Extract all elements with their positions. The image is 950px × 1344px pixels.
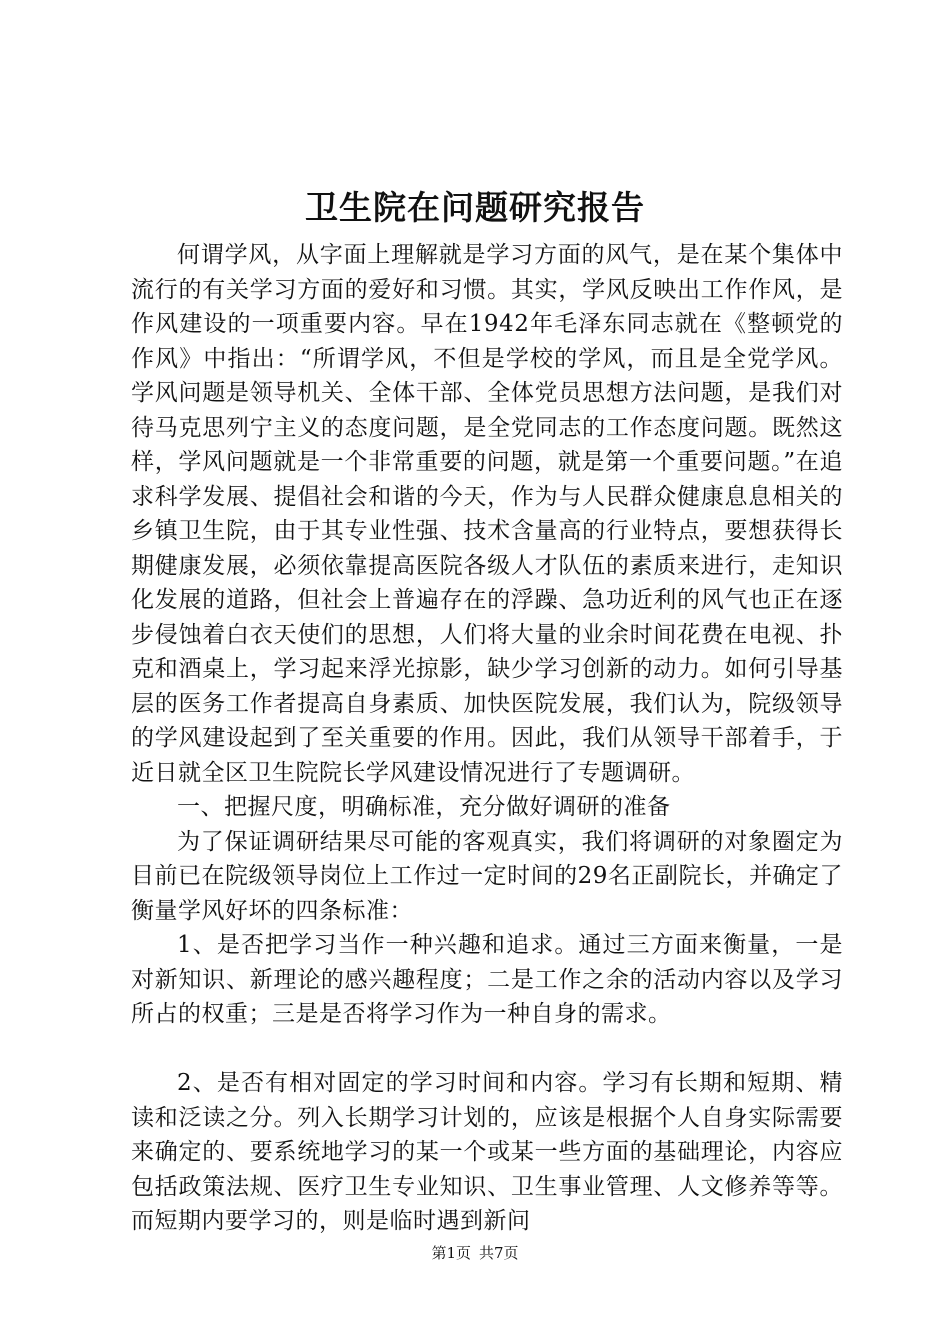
page-number: 第1页 — [431, 1244, 471, 1262]
paragraph-criterion-2: 2、是否有相对固定的学习时间和内容。学习有长期和短期、精读和泛读之分。列入长期学习计划的，应该是根据个人自身实际需要来确定的、要系统地学习的某一个或某一些方面的基础理论，内容应包括政策法规、医疗卫生专业知识、卫生事业管理、人文修养等等。而短期内要学习的，则是临时遇到新问 — [131, 1070, 843, 1234]
document-body — [131, 238, 843, 1239]
section-heading: 一、把握尺度，明确标准，充分做好调研的准备 — [177, 794, 671, 820]
page-total: 共7页 — [479, 1244, 519, 1262]
page-footer — [0, 1243, 950, 1263]
paragraph-preparation: 为了保证调研结果尽可能的客观真实，我们将调研的对象圈定为目前已在院级领导岗位上工作过一定时间的29名正副院长，并确定了衡量学风好坏的四条标准： — [131, 828, 843, 924]
page-title: 卫生院在问题研究报告 — [305, 188, 645, 227]
paragraph-criterion-1: 1、是否把学习当作一种兴趣和追求。通过三方面来衡量，一是对新知识、新理论的感兴趣程度；二是工作之余的活动内容以及学习所占的权重；三是是否将学习作为一种自身的需求。 — [131, 932, 843, 1027]
paragraph-intro: 何谓学风，从字面上理解就是学习方面的风气，是在某个集体中流行的有关学习方面的爱好和习惯。其实，学风反映出工作作风，是作风建设的一项重要内容。早在1942年毛泽东同志就在《整顿党的作风》中指出：“所谓学风，不但是学校的学风，而且是全党学风。学风问题是领导机关、全体干部、全体党员思想方法问题，是我们对待马克思列宁主义的态度问题，是全党同志的工作态度问题。既然这样，学风问题就是一个非常重要的问题，就是第一个重要问题。”在追求科学发展、提倡社会和谐的今天，作为与人民群众健康息息相关的乡镇卫生院，由于其专业性强、技术含量高的行业特点，要想获得长期健康发展，必须依靠提高医院各级人才队伍的素质来进行，走知识化发展的道路，但社会上普遍存在的浮躁、急功近利的风气也正在逐步侵蚀着白衣天使们的思想，人们将大量的业余时间花费在电视、扑克和酒桌上，学习起来浮光掠影，缺少学习创新的动力。如何引导基层的医务工作者提高自身素质、加快医院发展，我们认为，院级领导的学风建设起到了至关重要的作用。因此，我们从领导干部着手，于近日就全区卫生院院长学风建设情况进行了专题调研。 — [131, 242, 843, 786]
